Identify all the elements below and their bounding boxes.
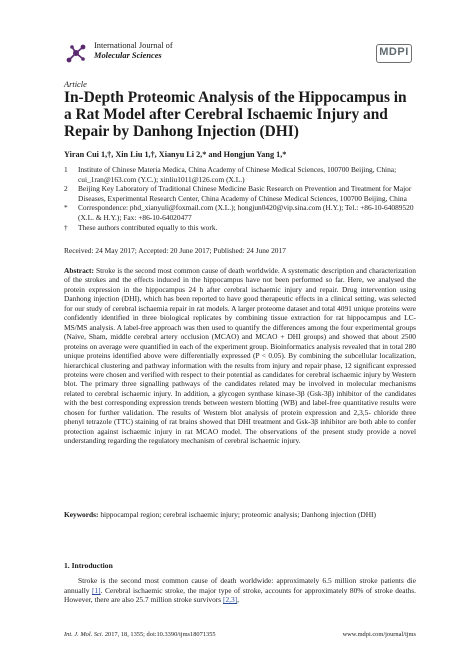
- molecule-icon: [64, 42, 88, 66]
- footer-url[interactable]: www.mdpi.com/journal/ijms: [342, 631, 416, 638]
- author-list: Yiran Cui 1,†, Xin Liu 1,†, Xianyu Li 2,* and Hongjun Yang 1,*: [64, 150, 287, 159]
- intro-text-1: Stroke is the second most common cause of death worldwide: approximately 6.5 million stroke patients die annually: [64, 576, 416, 595]
- affiliation-marker: 2: [64, 184, 68, 194]
- intro-text-2: . Cerebral ischaemic stroke, the major type of stroke, accounts for approximately 80% of stroke deaths. However, there are also 25.7 million stroke survivors: [64, 585, 416, 605]
- section-heading-introduction: 1. Introduction: [64, 561, 113, 570]
- introduction-paragraph: [64, 576, 416, 605]
- publication-dates: Received: 24 May 2017; Accepted: 20 June 2017; Published: 24 June 2017: [64, 246, 286, 255]
- footer-citation-details: 2017, 18, 1355; doi:10.3390/ijms18071355: [103, 631, 216, 638]
- keywords: [64, 510, 416, 520]
- correspondence-text: Correspondence: phd_xianyuli@foxmail.com (X.L.); hongjun0420@vip.sina.com (H.Y.); Tel.: +86-10-64089520 (X.L. & H.Y.); Fax: +86-10-64020477: [78, 203, 414, 222]
- article-title: In-Depth Proteomic Analysis of the Hippocampus in a Rat Model after Cerebral Ischaemic Injury and Repair by Danhong Injection (DHI): [64, 89, 407, 140]
- equal-contribution-note: [64, 223, 416, 233]
- intro-text-3: ,: [237, 595, 240, 605]
- abstract: [64, 266, 416, 446]
- article-type: Article: [64, 80, 87, 89]
- affiliation-marker: *: [64, 203, 68, 213]
- affiliations: [64, 165, 416, 232]
- keywords-label: Keywords:: [64, 510, 99, 519]
- affiliation-marker: 1: [64, 165, 68, 174]
- abstract-text: Stroke is the second most common cause of death worldwide. A systematic description and characterization of the strokes and the effects induced in the hippocampus have not been performed so far. Here, we analysed the protein expression in the hippocampus 24 h after cerebral ischaemic injury and repair. Drug intervention using Danhong injection (DHI), which has been reported to have good therapeutic effects in a clinical setting, was selected for our study of cerebral ischaemia repair in rat models. A larger proteome dataset and total 4091 unique proteins were confidently identified in three biological replicates by combining tissue extraction for rat hippocampus and LC-MS/MS analysis. A label-free approach was then used to quantify the differences among the four experimental groups (Naive, Sham, middle cerebral artery occlusion (MCAO) and MCAO + DHI groups) and showed that about 2500 proteins on average were quantified in each of the experiment group. Bioinformatics analysis revealed that in total 280 unique proteins identified above were differentially expressed (P < 0.05). By combining the subcellular localization, hierarchical clustering and pathway information with the results from injury and repair phase, 12 significant expressed proteins were chosen and verified with respect to their potential as candidates for cerebral ischaemic injury by Western blot. The primary three signalling pathways of the candidates related may be involved in molecular mechanisms related to cerebral ischaemic injury. In addition, a glycogen synthase kinase-3β (Gsk-3β) inhibitor of the candidates with the best corresponding expression trends between western blotting (WB) and label-free quantitative results were chosen for further validation. The results of Western blot analysis of protein expression and 2,3,5- chloride three phenyl tetrazole (TTC) staining of rat brains showed that DHI treatment and Gsk-3β inhibitor are both able to confer protection against ischaemic injury in rat MCAO model. The observations of the present study provide a novel understanding regarding the regulatory mechanism of cerebral ischaemic injury.: [64, 266, 416, 446]
- mdpi-logo-text: MDPI: [379, 46, 409, 58]
- keywords-text: hippocampal region; cerebral ischaemic injury; proteomic analysis; Danhong injection (DHI): [100, 510, 376, 519]
- citation-link[interactable]: [1]: [91, 585, 101, 595]
- correspondence: [64, 203, 416, 222]
- affiliation-2: [64, 184, 416, 203]
- affiliation-text: Beijing Key Laboratory of Traditional Chinese Medicine Basic Research on Prevention and Treatment for Major Diseases, Experimental Research Center, China Academy of Chinese Medical Sciences, 100700 Beijing, China: [78, 184, 412, 203]
- affiliation-1: [64, 165, 416, 184]
- affiliation-marker: †: [64, 222, 68, 232]
- equal-contribution-text: These authors contributed equally to this work.: [78, 222, 218, 232]
- journal-name-line2: Molecular Sciences: [94, 51, 162, 60]
- journal-name-line1: International Journal of: [94, 41, 173, 50]
- affiliation-text: Institute of Chinese Materia Medica, China Academy of Chinese Medical Sciences, 100700 Beijing, China; cui_1ran@163.com (Y.C.); xinliu1011@126.com (X.L.): [78, 165, 397, 184]
- footer-citation: [64, 631, 216, 638]
- footer-journal-abbrev: Int. J. Mol. Sci.: [64, 631, 104, 638]
- citation-link[interactable]: [2,3]: [222, 595, 238, 605]
- mdpi-logo: [376, 44, 412, 63]
- journal-name: [94, 41, 173, 61]
- abstract-label: Abstract:: [64, 266, 94, 275]
